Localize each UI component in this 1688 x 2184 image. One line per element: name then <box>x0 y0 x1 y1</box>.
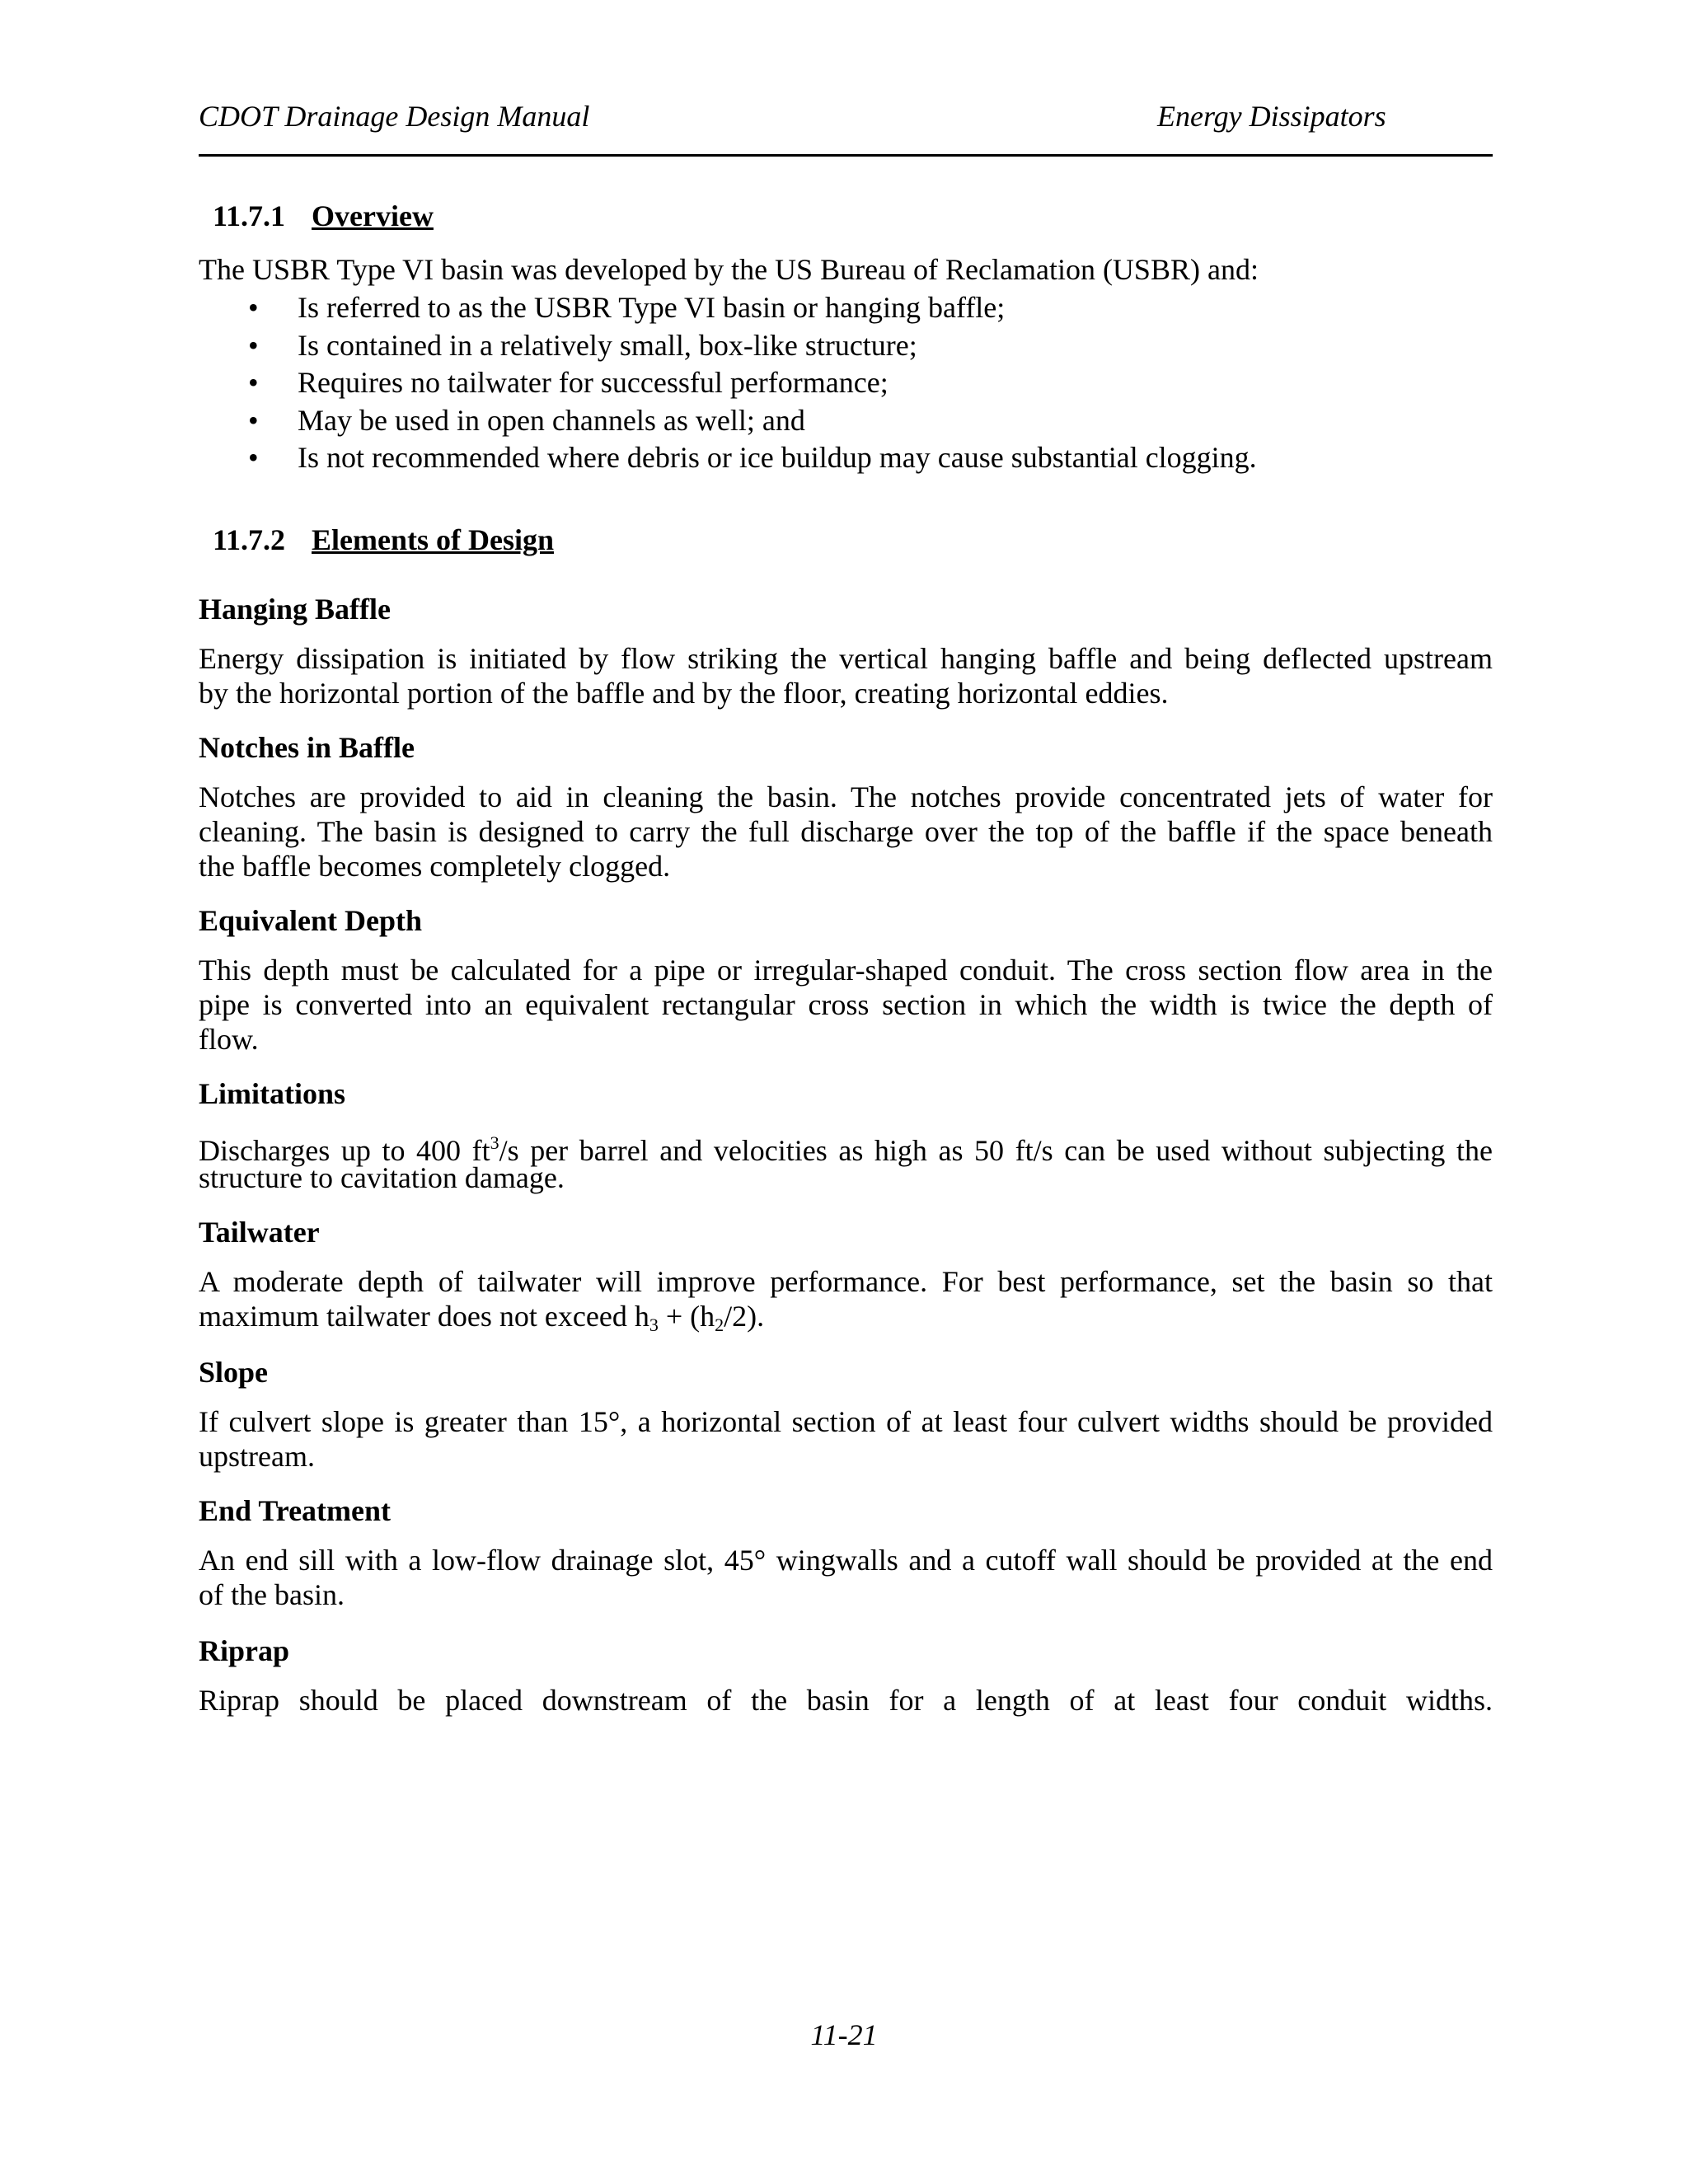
bullet-icon: • <box>248 291 259 324</box>
subheading-hanging-baffle: Hanging Baffle <box>199 593 392 626</box>
section-number: 11.7.2 <box>213 523 286 556</box>
page-number: 11-21 <box>810 2018 878 2051</box>
bullet-icon: • <box>248 328 259 362</box>
paragraph-notches-in-baffle: Notches are provided to aid in cleaning the basin. The notches provide concentrated jets of water for cleaning. The basin is designed to carry the full discharge over the top of the baffle if the space beneath the baffle becomes completely clogged. <box>199 780 1493 883</box>
bullet-icon: • <box>248 441 259 474</box>
subheading-limitations: Limitations <box>199 1077 346 1110</box>
overview-intro: The USBR Type VI basin was developed by the US Bureau of Reclamation (USBR) and: <box>199 253 1259 286</box>
paragraph-riprap: Riprap should be placed downstream of the basin for a length of at least four conduit widths. <box>199 1684 1493 1717</box>
subheading-slope: Slope <box>199 1356 269 1389</box>
running-header-title: CDOT Drainage Design Manual <box>199 100 590 133</box>
paragraph-limitations: Discharges up to 400 $ft^3/s$ per barrel and velocities as high as 50 ft/s can be used without subjecting the structure to cavitation damage. <box>199 1132 1493 1194</box>
section-heading-elements-of-design <box>213 523 554 557</box>
subheading-equivalent-depth: Equivalent Depth <box>199 904 423 937</box>
subheading-tailwater: Tailwater <box>199 1216 320 1249</box>
subheading-notches-in-baffle: Notches in Baffle <box>199 731 415 764</box>
paragraph-end-treatment: An end sill with a low-flow drainage slot, 45° wingwalls and a cutoff wall should be provided at the end of the basin. <box>199 1544 1493 1611</box>
document-page: CDOT Drainage Design Manual Energy Dissipators 11.7.1 Overview The USBR Type VI basin was developed by the US Bureau of Reclamation (USBR) and: • Is referred to as the USBR Type VI basin or hanging baffle; • Is contained in a relatively small, box-like structure; • Requires no tailwater for successful performance; • May be used in open channels as well; and • Is not recommended where debris or ice buildup may cause substantial clogging. 11.7.2 Elements of Design Hanging Baffle Energy dissipation is initiated by flow striking the vertical hanging baffle and being deflected upstream by the horizontal portion of the baffle and by the floor, creating horizontal eddies. Notches in Baffle Notches are provided to aid in cleaning the basin. The notches provide concentrated jets of water for cleaning. The basin is designed to carry the full discharge over the top of the baffle if the space beneath the baffle becomes completely clogged. Equivalent Depth This depth must be calculated for a pipe or irregular-shaped conduit. The cross section flow area in the pipe is converted into an equivalent rectangular cross section in which the width is twice the depth of flow. Limitations Discharges up to 400 $ft^3/s$ per barrel and velocities as high as 50 ft/s can be used without subjecting the structure to cavitation damage. Tailwater A moderate depth of tailwater will improve performance. For best performance, set the basin so that maximum tailwater does not exceed h3 + (h2/2). Slope If culvert slope is greater than 15°, a horizontal section of at least four culvert widths should be provided upstream. End Treatment An end sill with a low-flow drainage slot, 45° wingwalls and a cutoff wall should be provided at the end of the basin. Riprap Riprap should be placed downstream of the basin for a length of at least four conduit widths. 11-21 <box>0 0 1688 2184</box>
subheading-end-treatment: End Treatment <box>199 1494 392 1527</box>
section-heading-overview <box>213 199 434 233</box>
paragraph-hanging-baffle: Energy dissipation is initiated by flow striking the vertical hanging baffle and being deflected upstream by the horizontal portion of the baffle and by the floor, creating horizontal eddies. <box>199 642 1493 710</box>
subheading-riprap: Riprap <box>199 1634 290 1667</box>
paragraph-tailwater: A moderate depth of tailwater will improve performance. For best performance, set the basin so that maximum tailwater does not exceed h3 + (h2/2). <box>199 1265 1493 1335</box>
section-number: 11.7.1 <box>213 199 286 232</box>
bullet-icon: • <box>248 366 259 399</box>
section-title: Overview <box>312 199 434 232</box>
paragraph-slope: If culvert slope is greater than 15°, a horizontal section of at least four culvert widths should be provided upstream. <box>199 1405 1493 1473</box>
bullet-icon: • <box>248 403 259 437</box>
section-title: Elements of Design <box>312 523 554 556</box>
header-divider <box>199 154 1493 157</box>
running-header-chapter: Energy Dissipators <box>1157 100 1386 133</box>
paragraph-equivalent-depth: This depth must be calculated for a pipe or irregular-shaped conduit. The cross section flow area in the pipe is converted into an equivalent rectangular cross section in which the width is twice the depth of flow. <box>199 954 1493 1056</box>
